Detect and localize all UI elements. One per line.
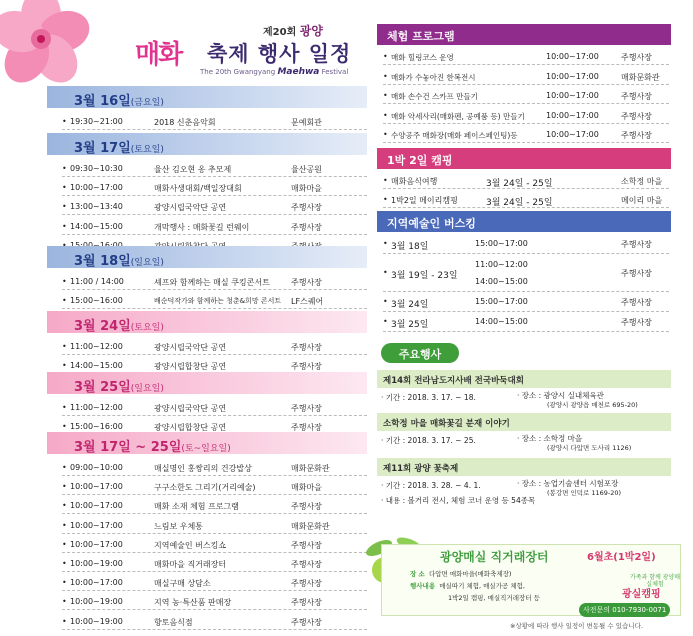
experience-row — [383, 87, 669, 104]
main-event-period: · 기간 : 2018. 3. 17. ~ 18. — [381, 393, 476, 402]
schedule-row — [62, 593, 367, 610]
schedule-row — [62, 292, 367, 309]
subtitle: The 20th Gwangyang Maehwa Festival — [200, 67, 349, 77]
schedule-row — [62, 338, 367, 355]
camping-row — [383, 191, 669, 208]
schedule-row — [62, 273, 367, 290]
event-name: 지역예술인 버스킹쇼 — [154, 540, 227, 550]
experience-row — [383, 68, 669, 85]
day-label — [74, 436, 231, 455]
busking-date: 3월 24일 — [391, 300, 429, 310]
camping-name: 매화음식여행 — [391, 177, 438, 186]
experience-name: 수양공주 매화장(매화 페이스페인팅)등 — [391, 131, 518, 140]
busking-place: 주행사장 — [621, 240, 652, 249]
event-time: 13:00~13:40 — [70, 202, 123, 212]
main-event-place-sub: (봉강면 인덕로 1169-20) — [547, 489, 622, 497]
schedule-row — [62, 179, 367, 196]
day-date: 3월 18일 — [74, 254, 131, 269]
day-of-week: (일요일) — [130, 384, 164, 394]
event-name: 매실명인 홍쌍리의 건강밥상 — [154, 464, 252, 473]
experience-row — [383, 126, 669, 143]
day-date: 3월 17일 — [74, 141, 131, 156]
bullet-icon: • — [62, 183, 67, 193]
event-name: 광양시립국악단 공연 — [154, 404, 227, 413]
busking-row — [383, 235, 669, 254]
bullet-icon: • — [62, 164, 67, 173]
event-time: 10:00~17:00 — [70, 482, 123, 492]
experience-row — [383, 48, 669, 65]
experience-name: 매화가 수놓아진 한복전시 — [391, 72, 476, 82]
event-name: 매화사생대회/백일장대회 — [154, 184, 242, 194]
page-title: 축제 행사 일정 — [207, 42, 352, 66]
day-band — [47, 372, 367, 394]
day-band — [47, 432, 367, 454]
busking-time: 11:00~12:00 — [475, 260, 528, 269]
day-label — [74, 376, 164, 395]
bullet-icon: • — [383, 195, 388, 204]
event-time: 11:00~12:00 — [70, 403, 123, 412]
day-date: 3월 16일 — [74, 94, 131, 109]
plum-blossom-icon — [0, 0, 96, 94]
event-time: 10:00~17:00 — [70, 183, 123, 193]
day-of-week: (토~일요일) — [181, 444, 231, 454]
market-place: 장 소 다압면 매화마을(매화축제장) — [410, 570, 512, 578]
event-name: 향토음식점 — [154, 617, 193, 627]
event-name: 배순덕작가와 함께하는 청춘&희망 콘서트 — [154, 297, 282, 306]
event-name: 구구소한도 그리기(거리예술) — [154, 483, 256, 493]
event-name: 광양시립합창단 공연 — [154, 362, 227, 372]
experience-row — [383, 107, 669, 124]
day-of-week: (일요일) — [130, 258, 164, 268]
experience-place: 주행사장 — [621, 92, 652, 101]
bullet-icon: • — [383, 110, 388, 120]
experience-time: 10:00~17:00 — [546, 52, 599, 61]
event-name: 셰프와 함께하는 매실 쿠킹콘서트 — [154, 278, 270, 287]
experience-header: 체험 프로그램 — [377, 24, 671, 45]
bullet-icon: • — [383, 239, 388, 248]
day-band — [47, 133, 367, 155]
bullet-icon: • — [62, 559, 67, 568]
experience-time: 10:00~17:00 — [546, 130, 599, 139]
event-time: 10:00~17:00 — [70, 539, 123, 549]
camping-date: 3월 24일 - 25일 — [486, 179, 553, 189]
event-name: 광양시립합창단 공연 — [154, 423, 227, 433]
event-name: 광양시립국악단 공연 — [154, 203, 227, 213]
day-band — [47, 246, 367, 268]
bullet-icon: • — [62, 403, 67, 412]
main-event-place: · 장소 : 농업기술센터 시험포장 — [517, 479, 619, 488]
busking-place: 주행사장 — [621, 269, 652, 278]
event-time: 19:30~21:00 — [70, 117, 123, 126]
bullet-icon: • — [62, 616, 67, 626]
event-name: 느림보 우체통 — [154, 521, 203, 531]
bullet-icon: • — [62, 520, 67, 530]
bullet-icon: • — [62, 221, 67, 231]
event-place: 주행사장 — [291, 423, 322, 433]
busking-row — [383, 293, 669, 312]
experience-time: 10:00~17:00 — [546, 110, 599, 120]
day-of-week: (토요일) — [130, 323, 164, 333]
main-event-content: · 내용 : 볼거리 전시, 체험 코너 운영 등 54종목 — [381, 496, 536, 505]
event-name: 개막행사 : 매화꽃길 런웨이 — [154, 222, 250, 232]
event-place: 주행사장 — [291, 502, 322, 512]
event-place: 주행사장 — [291, 617, 322, 627]
day-label — [74, 137, 164, 156]
day-of-week: (토요일) — [130, 145, 164, 155]
main-event-period: · 기간 : 2018. 3. 17. ~ 25. — [381, 436, 476, 445]
market-content-2: 1박2일 캠핑, 매실직거래장터 등 — [448, 594, 540, 602]
main-event-place-sub: (광양시 다압면 도사리 1126) — [547, 444, 632, 452]
day-label — [74, 250, 164, 269]
event-place: 매화문화관 — [291, 464, 330, 473]
market-panel — [381, 544, 681, 616]
event-time: 09:00~10:00 — [70, 463, 123, 472]
schedule-row — [62, 536, 367, 553]
event-name: 매화마을 직거래장터 — [154, 560, 227, 569]
main-event-period: · 기간 : 2018. 3. 28. ~ 4. 1. — [381, 481, 481, 490]
event-time: 10:00~17:00 — [70, 578, 123, 588]
busking-row — [383, 313, 669, 332]
bullet-icon: • — [62, 463, 67, 472]
main-event-place: · 장소 : 광양시 실내체육관 — [517, 391, 604, 400]
experience-place: 주행사장 — [621, 53, 652, 62]
schedule-row — [62, 517, 367, 534]
main-events-badge: 주요행사 — [381, 343, 459, 363]
event-time: 11:00~12:00 — [70, 342, 123, 351]
schedule-row — [62, 198, 367, 215]
event-place: 주행사장 — [291, 404, 322, 413]
bullet-icon: • — [62, 277, 67, 286]
footnote: ※상황에 따라 행사 일정이 변동될 수 있습니다. — [510, 622, 643, 630]
bullet-icon: • — [383, 176, 388, 185]
event-name: 2018 신춘음악회 — [154, 118, 216, 127]
busking-date: 3월 25일 — [391, 320, 429, 330]
day-date: 3월 17일 ~ 25일 — [74, 440, 182, 455]
schedule-row — [62, 613, 367, 630]
main-event-title: 제14회 전라남도지사배 전국바둑대회 — [377, 370, 671, 388]
edition-label: 제20회 광양 — [263, 24, 323, 38]
event-place: 주행사장 — [291, 278, 322, 287]
bullet-icon: • — [62, 117, 67, 126]
event-place: 주행사장 — [291, 540, 322, 550]
event-place: LF스퀘어 — [291, 297, 324, 307]
busking-header: 지역예술인 버스킹 — [377, 211, 671, 232]
day-date: 3월 25일 — [74, 380, 131, 395]
bullet-icon: • — [383, 52, 388, 61]
market-dates: 6월초(1박2일) — [587, 552, 656, 563]
event-time: 09:30~10:30 — [70, 164, 123, 173]
event-place: 주행사장 — [291, 579, 322, 589]
event-name: 율산 김오현 옹 추모제 — [154, 165, 232, 174]
schedule-row — [62, 399, 367, 416]
title-maehwa: 매화 — [135, 40, 182, 70]
bullet-icon: • — [62, 202, 67, 212]
main-event-place: · 장소 : 소학정 마을 — [517, 434, 583, 443]
event-time: 10:00~19:00 — [70, 616, 123, 626]
bullet-icon: • — [62, 361, 67, 371]
bullet-icon: • — [62, 501, 67, 511]
day-of-week: (금요일) — [130, 98, 164, 108]
day-band — [47, 311, 367, 333]
camping-row — [383, 172, 669, 189]
camping-place: 메이리 마을 — [621, 196, 663, 205]
bullet-icon: • — [383, 268, 388, 277]
event-time: 10:00~19:00 — [70, 559, 123, 568]
day-band — [47, 86, 367, 108]
event-time: 10:00~19:00 — [70, 597, 123, 607]
event-time: 10:00~17:00 — [70, 520, 123, 530]
bullet-icon: • — [383, 130, 388, 139]
busking-row — [383, 256, 669, 292]
day-label — [74, 90, 164, 109]
experience-name: 매화 손수건 스카프 만들기 — [391, 92, 478, 101]
experience-place: 주행사장 — [621, 111, 652, 121]
event-place: 주행사장 — [291, 343, 322, 352]
event-name: 매화 소재 체험 프로그램 — [154, 502, 239, 512]
phone-badge: 사전문의 010-7930-0071 — [579, 603, 670, 617]
camping-logo: 광실캠핑 — [622, 589, 661, 600]
bullet-icon: • — [62, 296, 67, 306]
schedule-row — [62, 478, 367, 495]
event-time: 14:00~15:00 — [70, 361, 123, 371]
market-content: 행사내용 매실따기 체험, 매실가공 체험, — [410, 582, 525, 590]
main-event-title: 제11회 광양 꽃축제 — [377, 458, 671, 476]
event-name: 광양시립국악단 공연 — [154, 343, 227, 352]
camping-name: 1박2일 메이리캠핑 — [391, 196, 458, 205]
experience-time: 10:00~17:00 — [546, 71, 599, 81]
bullet-icon: • — [62, 539, 67, 549]
event-place: 주행사장 — [291, 222, 322, 232]
event-time: 11:00 / 14:00 — [70, 277, 124, 286]
event-place: 율산공원 — [291, 165, 322, 174]
event-time: 14:00~15:00 — [70, 221, 123, 231]
event-place: 매화문화관 — [291, 521, 330, 531]
event-time: 15:00~16:00 — [70, 296, 123, 306]
schedule-row — [62, 459, 367, 476]
busking-time: 15:00~17:00 — [475, 297, 528, 306]
busking-time: 15:00~17:00 — [475, 239, 528, 248]
main-event-place-sub: (광양시 광양읍 매천로 695-20) — [547, 401, 638, 409]
event-time: 10:00~17:00 — [70, 501, 123, 511]
experience-place: 매화문화관 — [621, 72, 660, 82]
camping-place: 소학정 마을 — [621, 177, 663, 186]
day-date: 3월 24일 — [74, 319, 131, 334]
busking-date: 3월 19일 - 23일 — [391, 271, 458, 281]
event-place: 매화마을 — [291, 483, 322, 493]
event-place: 매화마을 — [291, 184, 322, 194]
schedule-row — [62, 218, 367, 235]
bullet-icon: • — [62, 482, 67, 492]
bullet-icon: • — [383, 317, 388, 326]
main-event-title: 소학정 마을 매화꽃길 분재 이야기 — [377, 413, 671, 431]
busking-time: 14:00~15:00 — [475, 277, 528, 286]
experience-name: 매화 악세사리(매화펜, 공예품 등) 만들기 — [391, 111, 525, 121]
experience-time: 10:00~17:00 — [546, 91, 599, 100]
busking-place: 주행사장 — [621, 298, 652, 307]
bullet-icon: • — [62, 342, 67, 351]
event-name: 매실구매 상담소 — [154, 579, 211, 589]
event-time: 15:00~16:00 — [70, 422, 123, 432]
experience-place: 주행사장 — [621, 131, 652, 140]
market-title: 광양매실 직거래장터 — [440, 550, 549, 564]
event-place: 주행사장 — [291, 362, 322, 372]
schedule-row — [62, 574, 367, 591]
bullet-icon: • — [383, 71, 388, 81]
bullet-icon: • — [62, 597, 67, 607]
bullet-icon: • — [62, 422, 67, 432]
day-label — [74, 315, 164, 334]
busking-place: 주행사장 — [621, 318, 652, 327]
bullet-icon: • — [383, 91, 388, 100]
busking-date: 3월 18일 — [391, 242, 429, 252]
camping-logo-sub: 가족과 함께 광양매실체험 — [629, 574, 681, 588]
event-place: 문예회관 — [291, 118, 322, 127]
event-place: 주행사장 — [291, 560, 322, 569]
camping-header: 1박 2일 캠핑 — [377, 148, 671, 169]
schedule-row — [62, 497, 367, 514]
experience-name: 매화 힐링코스 운영 — [391, 53, 454, 62]
schedule-row — [62, 160, 367, 177]
schedule-row — [62, 113, 367, 130]
schedule-row — [62, 555, 367, 572]
event-place: 주행사장 — [291, 598, 322, 608]
camping-date: 3월 24일 - 25일 — [486, 198, 553, 208]
bullet-icon: • — [62, 578, 67, 588]
busking-time: 14:00~15:00 — [475, 317, 528, 326]
bullet-icon: • — [383, 297, 388, 306]
page-header — [0, 0, 368, 84]
event-place: 주행사장 — [291, 203, 322, 213]
market-box — [361, 534, 685, 620]
event-name: 지역 농·특산품 판매장 — [154, 598, 232, 608]
